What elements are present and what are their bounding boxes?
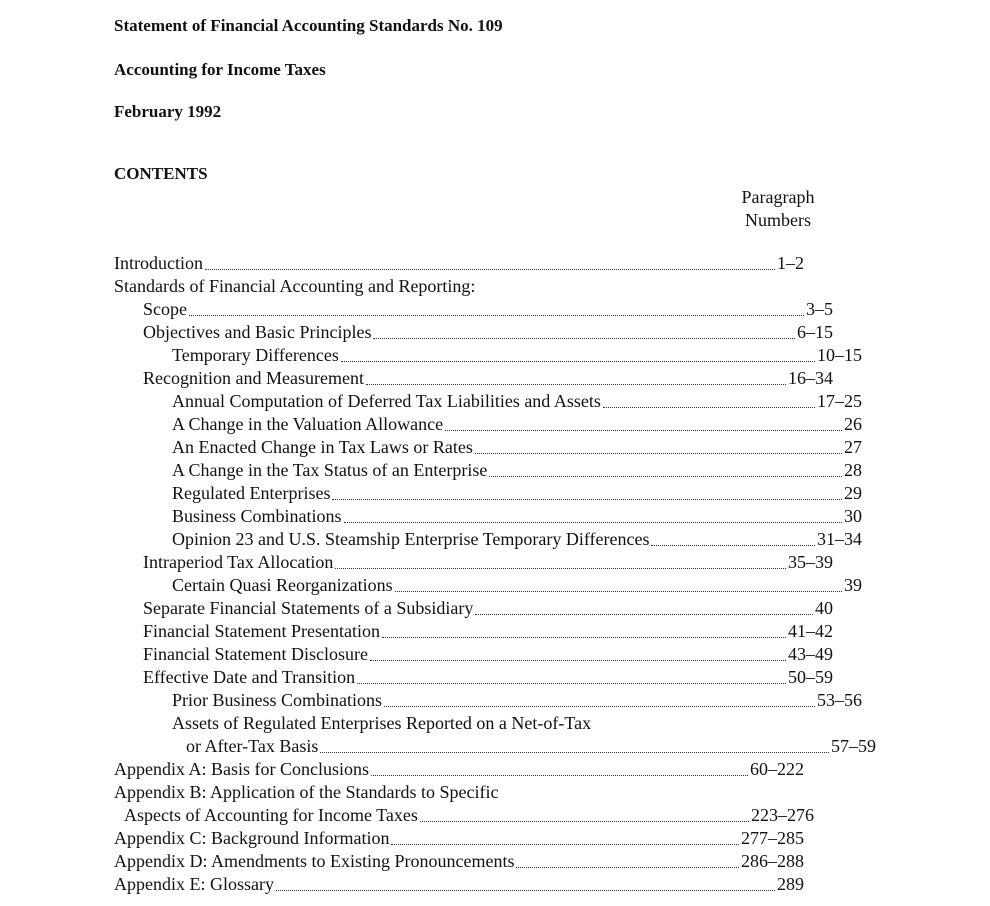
- toc-entry-recognition[interactable]: [114, 367, 833, 390]
- dot-leader: [373, 338, 795, 339]
- toc-entry-paragraphs: 289: [777, 874, 804, 894]
- toc-entry-paragraphs: 43–49: [788, 644, 833, 664]
- toc-entry-label: Assets of Regulated Enterprises Reported on a Net-of-Tax: [172, 713, 592, 733]
- toc-entry-paragraphs: 27: [844, 437, 862, 457]
- toc-entry-temporary-differences[interactable]: [114, 344, 862, 367]
- toc-entry-quasi-reorganizations[interactable]: [114, 574, 862, 597]
- toc-entry-paragraphs: 26: [844, 414, 862, 434]
- toc-entry-label: Certain Quasi Reorganizations: [172, 575, 393, 595]
- toc-entry-paragraphs: 277–285: [741, 828, 804, 848]
- dot-leader: [357, 683, 786, 684]
- dot-leader: [335, 568, 786, 569]
- dot-leader: [651, 545, 815, 546]
- column-heading: [718, 186, 838, 232]
- dot-leader: [475, 453, 842, 454]
- document-subject: Accounting for Income Taxes: [114, 60, 326, 79]
- toc-entry-label: Opinion 23 and U.S. Steamship Enterprise Temporary Differences: [172, 529, 650, 549]
- statement-title: Statement of Financial Accounting Standards No. 109: [114, 16, 503, 35]
- dot-leader: [332, 499, 842, 500]
- dot-leader: [320, 752, 829, 753]
- toc-entry-enacted-change[interactable]: [114, 436, 862, 459]
- dot-leader: [420, 821, 749, 822]
- dot-leader: [189, 315, 804, 316]
- dot-leader: [603, 407, 815, 408]
- dot-leader: [391, 844, 739, 845]
- toc-entry-label: Prior Business Combinations: [172, 690, 383, 710]
- toc-entry-opinion-23[interactable]: [114, 528, 862, 551]
- toc-entry-appendix-e[interactable]: [114, 873, 804, 896]
- dot-leader: [276, 890, 775, 891]
- toc-entry-paragraphs: 223–276: [751, 805, 814, 825]
- toc-entry-annual-computation[interactable]: [114, 390, 862, 413]
- dot-leader: [384, 706, 815, 707]
- toc-entry-valuation-allowance[interactable]: [114, 413, 862, 436]
- toc-entry-prior-combinations[interactable]: [114, 689, 862, 712]
- toc-entry-label: Financial Statement Disclosure: [143, 644, 368, 664]
- toc-entry-paragraphs: 41–42: [788, 621, 833, 641]
- toc-entry-paragraphs: 3–5: [806, 299, 833, 319]
- toc-entry-effective-date[interactable]: [114, 666, 833, 689]
- toc-entry-label: An Enacted Change in Tax Laws or Rates: [172, 437, 473, 457]
- dot-leader: [382, 637, 786, 638]
- dot-leader: [344, 522, 842, 523]
- dot-leader: [370, 660, 786, 661]
- toc-entry-appendix-b-aspects[interactable]: [114, 804, 814, 827]
- toc-entry-intraperiod[interactable]: [114, 551, 833, 574]
- toc-section-standards: [114, 275, 804, 298]
- toc-entry-label: Standards of Financial Accounting and Reporting:: [114, 276, 476, 296]
- toc-entry-paragraphs: 50–59: [788, 667, 833, 687]
- column-heading-line-1: Paragraph: [741, 187, 815, 207]
- toc-entry-label: Recognition and Measurement: [143, 368, 364, 388]
- toc-entry-paragraphs: 286–288: [741, 851, 804, 871]
- toc-entry-label: A Change in the Tax Status of an Enterprise: [172, 460, 488, 480]
- toc-entry-label: Objectives and Basic Principles: [143, 322, 372, 342]
- toc-entry-paragraphs: 16–34: [788, 368, 833, 388]
- toc-entry-paragraphs: 60–222: [750, 759, 804, 779]
- toc-entry-label: or After-Tax Basis: [186, 736, 319, 756]
- toc-entry-label: Separate Financial Statements of a Subsidiary: [143, 598, 474, 618]
- toc-entry-label: Scope: [143, 299, 187, 319]
- toc-entry-label: Intraperiod Tax Allocation: [143, 552, 334, 572]
- toc-entry-appendix-d[interactable]: [114, 850, 804, 873]
- toc-entry-paragraphs: 39: [844, 575, 862, 595]
- toc-entry-label: Temporary Differences: [172, 345, 339, 365]
- toc-entry-label: A Change in the Valuation Allowance: [172, 414, 444, 434]
- toc-entry-label: Annual Computation of Deferred Tax Liabilities and Assets: [172, 391, 601, 411]
- contents-heading: CONTENTS: [114, 164, 208, 183]
- dot-leader: [341, 361, 815, 362]
- dot-leader: [395, 591, 842, 592]
- dot-leader: [445, 430, 842, 431]
- toc-entry-label: Appendix D: Amendments to Existing Pronouncements: [114, 851, 515, 871]
- document-date: February 1992: [114, 102, 222, 121]
- toc-entry-paragraphs: 31–34: [817, 529, 862, 549]
- dot-leader: [475, 614, 813, 615]
- toc-entry-label: Appendix E: Glossary: [114, 874, 274, 894]
- dot-leader: [371, 775, 748, 776]
- toc-entry-appendix-b: [114, 781, 804, 804]
- toc-entry-paragraphs: 35–39: [788, 552, 833, 572]
- toc-entry-after-tax-basis[interactable]: [114, 735, 876, 758]
- toc-entry-label: Effective Date and Transition: [143, 667, 356, 687]
- toc-entry-scope[interactable]: [114, 298, 833, 321]
- dot-leader: [516, 867, 739, 868]
- column-heading-line-2: Numbers: [745, 210, 811, 230]
- dot-leader: [489, 476, 842, 477]
- toc-entry-label: Financial Statement Presentation: [143, 621, 380, 641]
- toc-entry-label: Introduction: [114, 253, 203, 273]
- toc-entry-paragraphs: 53–56: [817, 690, 862, 710]
- toc-entry-objectives[interactable]: [114, 321, 833, 344]
- toc-entry-separate-statements[interactable]: [114, 597, 833, 620]
- toc-entry-label: Appendix A: Basis for Conclusions: [114, 759, 369, 779]
- toc-entry-label: Regulated Enterprises: [172, 483, 331, 503]
- toc-entry-label: Appendix B: Application of the Standards to Specific: [114, 782, 499, 802]
- toc-entry-paragraphs: 40: [815, 598, 833, 618]
- toc-entry-paragraphs: 17–25: [817, 391, 862, 411]
- toc-entry-regulated-assets: [114, 712, 862, 735]
- toc-entry-business-combinations[interactable]: [114, 505, 862, 528]
- toc-entry-label: Business Combinations: [172, 506, 342, 526]
- toc-entry-introduction[interactable]: [114, 252, 804, 275]
- toc-entry-paragraphs: 30: [844, 506, 862, 526]
- toc-entry-label: Appendix C: Background Information: [114, 828, 390, 848]
- toc-entry-paragraphs: 1–2: [777, 253, 804, 273]
- toc-entry-tax-status[interactable]: [114, 459, 862, 482]
- toc-entry-paragraphs: 57–59: [831, 736, 876, 756]
- toc-entry-paragraphs: 6–15: [797, 322, 833, 342]
- dot-leader: [205, 269, 775, 270]
- toc-entry-appendix-c[interactable]: [114, 827, 804, 850]
- toc-entry-paragraphs: 28: [844, 460, 862, 480]
- toc-entry-disclosure[interactable]: [114, 643, 833, 666]
- toc-entry-presentation[interactable]: [114, 620, 833, 643]
- toc-entry-appendix-a[interactable]: [114, 758, 804, 781]
- toc-entry-label: Aspects of Accounting for Income Taxes: [124, 805, 418, 825]
- dot-leader: [366, 384, 786, 385]
- toc-entry-paragraphs: 10–15: [817, 345, 862, 365]
- toc-entry-paragraphs: 29: [844, 483, 862, 503]
- toc-entry-regulated-enterprises[interactable]: [114, 482, 862, 505]
